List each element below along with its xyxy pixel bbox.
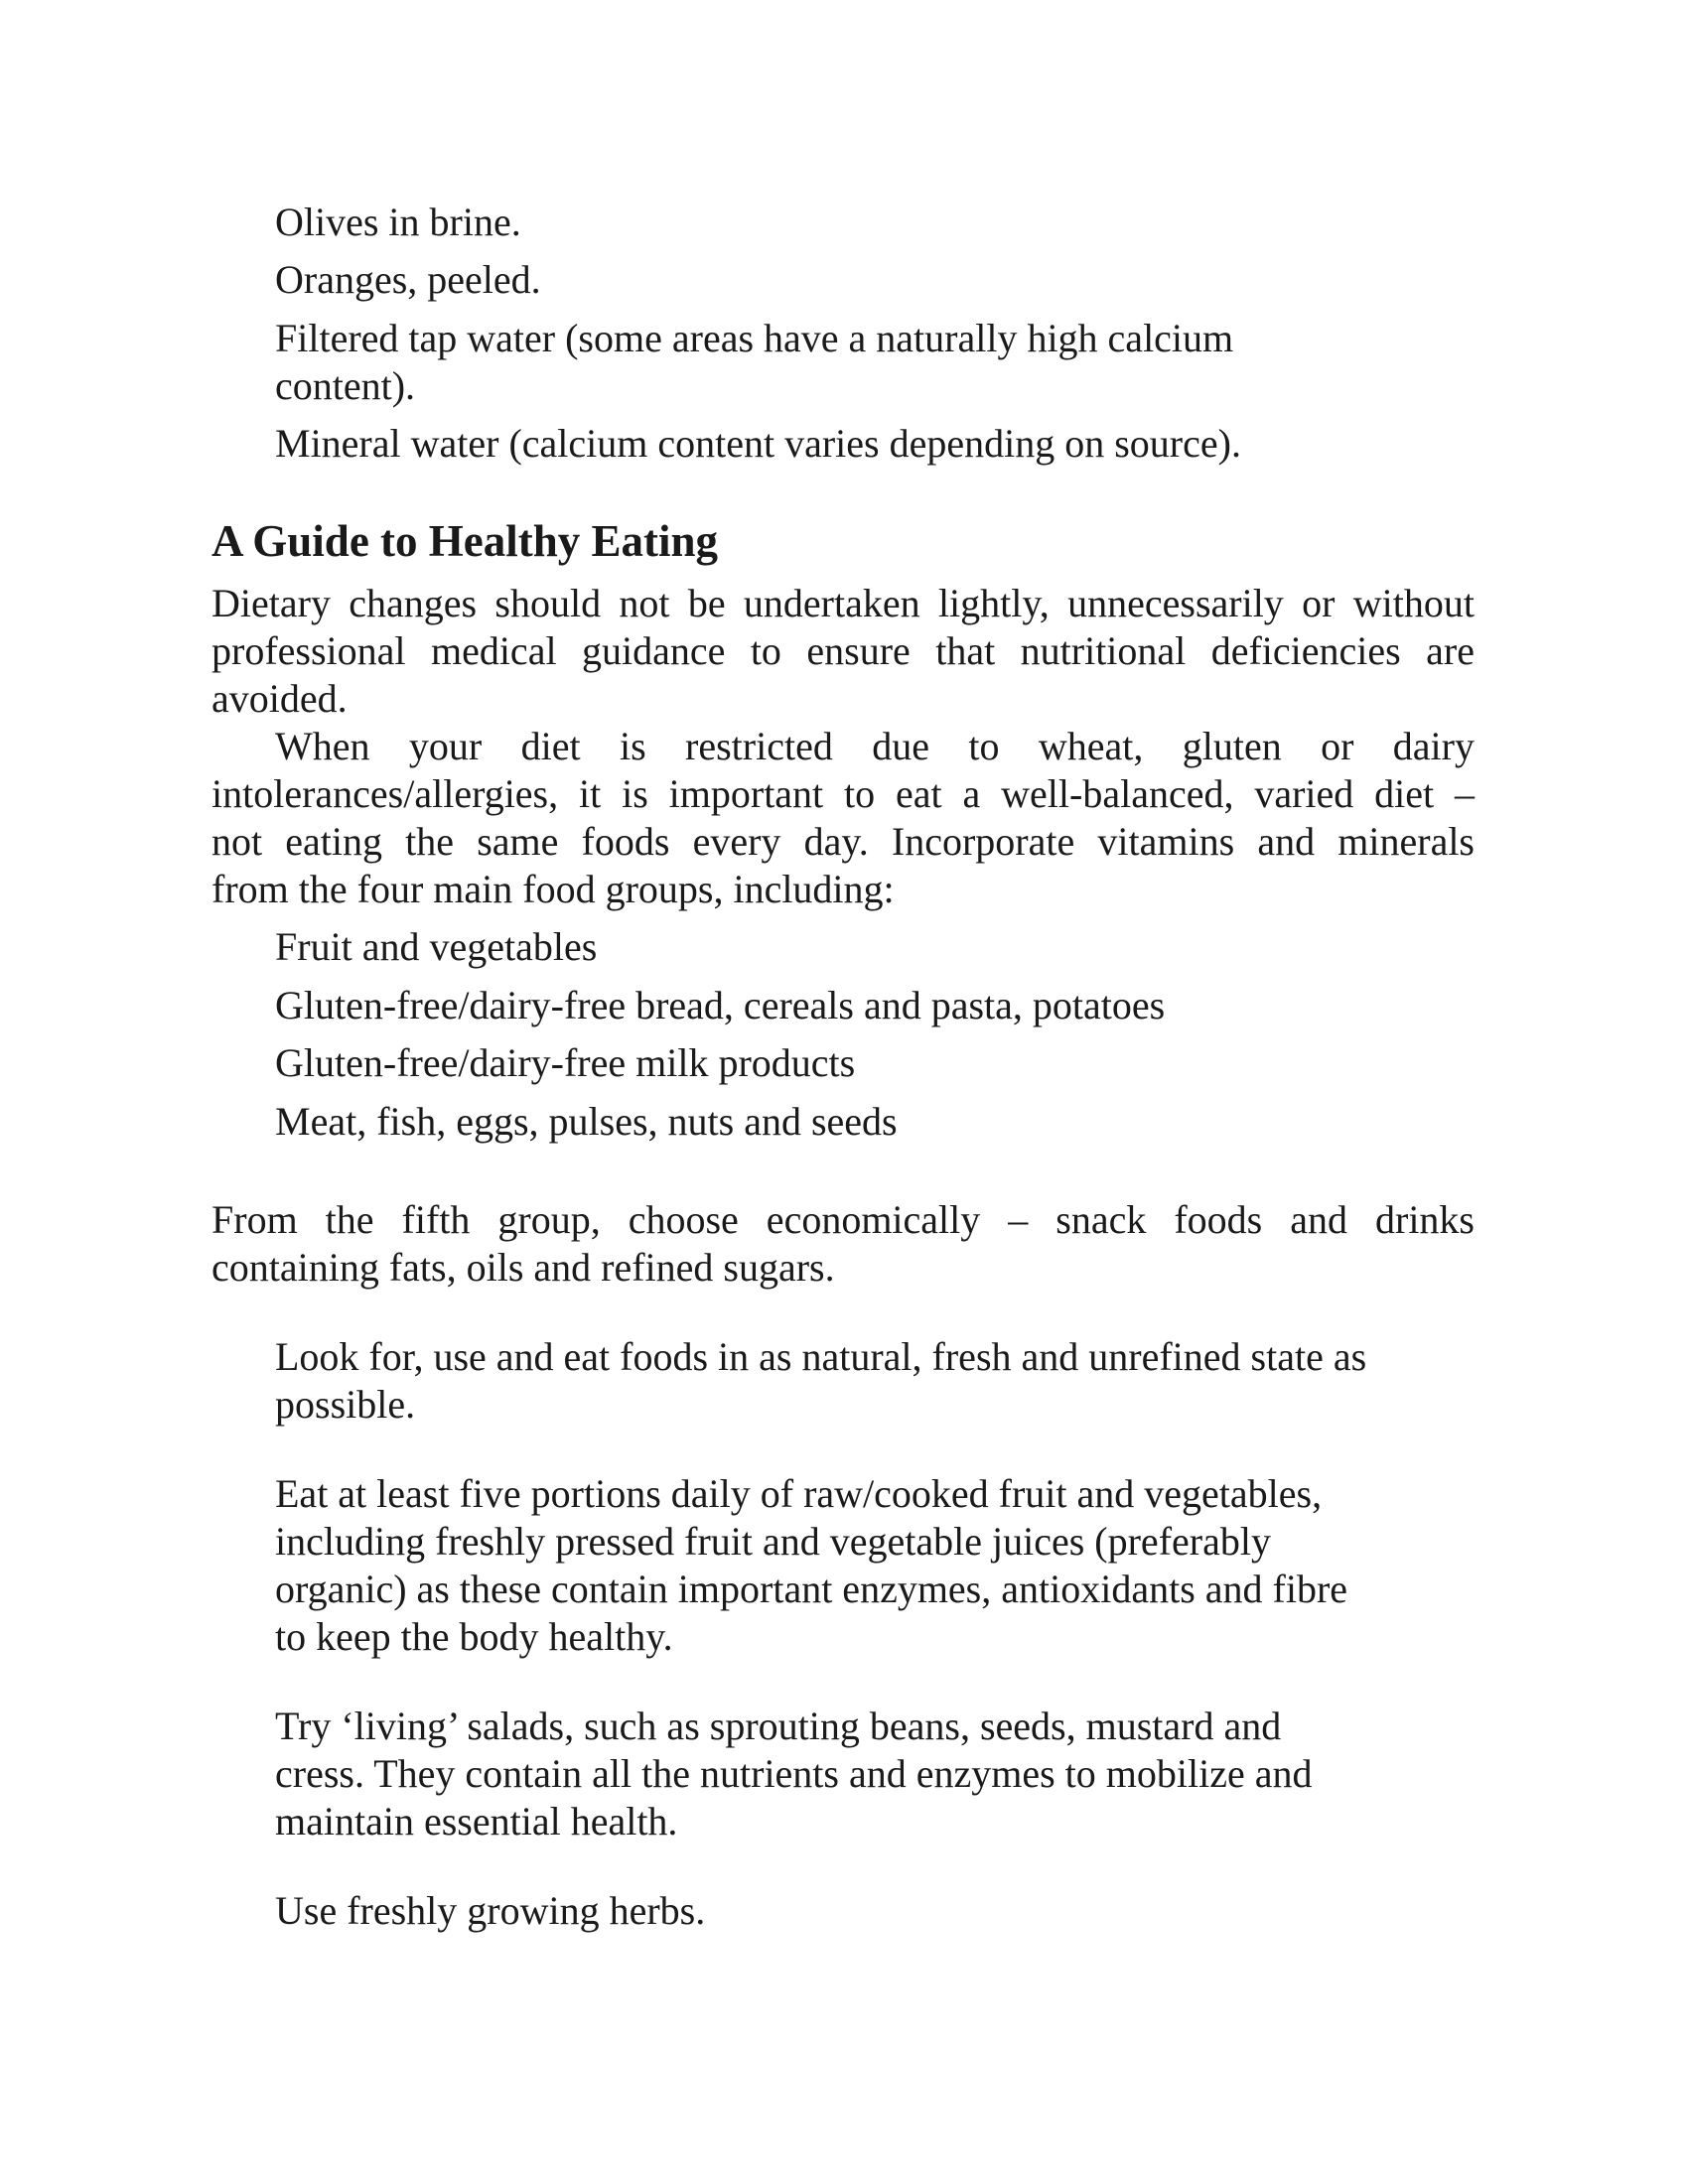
tip-line: possible. <box>275 1382 416 1427</box>
list-item-continuation: content). <box>275 363 416 408</box>
paragraph-line: containing fats, oils and refined sugars. <box>211 1245 835 1290</box>
paragraph-line: not eating the same foods every day. Incorporate vitamins and minerals <box>211 819 1475 864</box>
list-item: Filtered tap water (some areas have a naturally high calcium <box>275 316 1234 360</box>
paragraph-line: professional medical guidance to ensure that nutritional deficiencies are <box>211 628 1475 673</box>
paragraph-line: Dietary changes should not be undertaken lightly, unnecessarily or without <box>211 581 1475 625</box>
list-item: Oranges, peeled. <box>275 257 541 302</box>
food-group-item: Gluten-free/dairy-free milk products <box>275 1040 856 1085</box>
food-group-item: Fruit and vegetables <box>275 924 598 969</box>
food-group-item: Meat, fish, eggs, pulses, nuts and seeds <box>275 1099 898 1144</box>
tip-line: cress. They contain all the nutrients and enzymes to mobilize and <box>275 1751 1313 1796</box>
food-group-item: Gluten-free/dairy-free bread, cereals and pasta, potatoes <box>275 983 1166 1027</box>
list-item: Olives in brine. <box>275 200 521 244</box>
paragraph-line: avoided. <box>211 676 348 721</box>
tip-line: organic) as these contain important enzymes, antioxidants and fibre <box>275 1567 1348 1611</box>
tip-line: including freshly pressed fruit and vegetable juices (preferably <box>275 1519 1271 1564</box>
tip-line: Look for, use and eat foods in as natural, fresh and unrefined state as <box>275 1334 1367 1379</box>
paragraph-line: intolerances/allergies, it is important to eat a well-balanced, varied diet – <box>211 771 1475 816</box>
paragraph-line: From the fifth group, choose economically – snack foods and drinks <box>211 1197 1475 1242</box>
section-heading: A Guide to Healthy Eating <box>211 516 719 566</box>
tip-line: Try ‘living’ salads, such as sprouting beans, seeds, mustard and <box>275 1704 1282 1748</box>
tip-line: Eat at least five portions daily of raw/cooked fruit and vegetables, <box>275 1471 1323 1516</box>
tip-line: to keep the body healthy. <box>275 1614 673 1659</box>
paragraph-line: from the four main food groups, including: <box>211 867 895 911</box>
paragraph-line: When your diet is restricted due to wheat, gluten or dairy <box>275 724 1475 768</box>
list-item: Mineral water (calcium content varies depending on source). <box>275 421 1241 466</box>
tip-line: maintain essential health. <box>275 1799 678 1843</box>
tip-line: Use freshly growing herbs. <box>275 1888 706 1933</box>
